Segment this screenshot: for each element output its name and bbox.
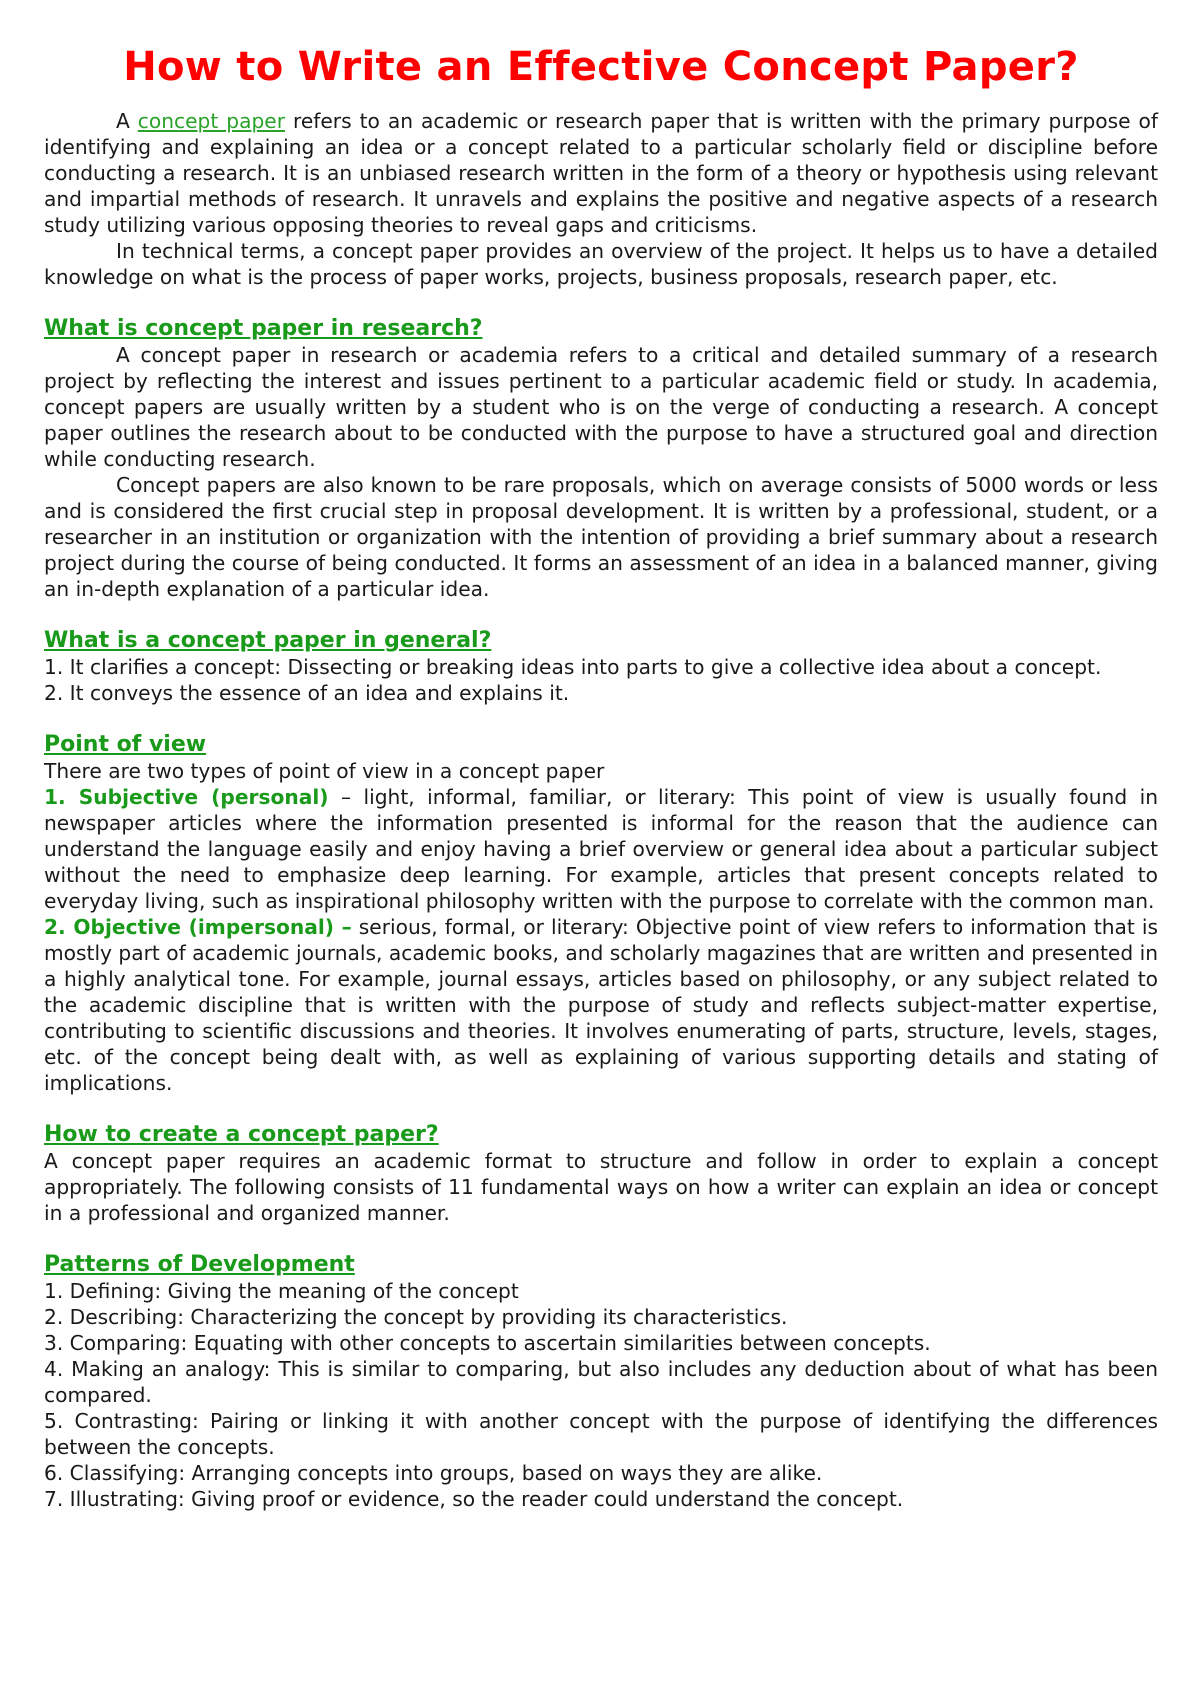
pattern-list-item: 5. Contrasting: Pairing or linking it with another concept with the purpose of identifying the differences between the concepts. — [44, 1409, 1158, 1459]
general-list-item: 2. It conveys the essence of an idea and explains it. — [44, 681, 570, 705]
pattern-list-item: 1. Defining: Giving the meaning of the concept — [44, 1279, 519, 1303]
objective-label: 2. Objective (impersonal) – — [44, 915, 352, 939]
pattern-list-item: 3. Comparing: Equating with other concepts to ascertain similarities between concepts. — [44, 1331, 931, 1355]
pattern-list-item: 2. Describing: Characterizing the concept by providing its characteristics. — [44, 1305, 788, 1329]
heading-create-concept-paper: How to create a concept paper? — [44, 1122, 439, 1147]
pattern-list-item: 6. Classifying: Arranging concepts into groups, based on ways they are alike. — [44, 1461, 823, 1485]
intro-prefix: A — [116, 109, 138, 133]
create-paragraph: A concept paper requires an academic format to structure and follow in order to explain a concept appropriately. The following consists of 11 fundamental ways on how a writer can explain an idea or concept in a professional and organized manner. — [44, 1149, 1158, 1225]
intro-paragraph-2: In technical terms, a concept paper provides an overview of the project. It helps us to have a detailed knowledge on what is the process of paper works, projects, business proposals, research paper, etc. — [44, 239, 1158, 289]
pov-intro: There are two types of point of view in a concept paper — [44, 759, 605, 783]
heading-point-of-view: Point of view — [44, 732, 207, 757]
general-list-item: 1. It clarifies a concept: Dissecting or breaking ideas into parts to give a collective idea about a concept. — [44, 655, 1102, 679]
research-paragraph-1: A concept paper in research or academia refers to a critical and detailed summary of a research project by reflecting the interest and issues pertinent to a particular academic field or study. In academia, concept papers are usually written by a student who is on the verge of conducting a research. A concept paper outlines the research about to be conducted with the purpose to have a structured goal and direction while conducting research. — [44, 343, 1158, 471]
subjective-label: 1. Subjective (personal) — [44, 785, 329, 809]
objective-text: serious, formal, or literary: Objective point of view refers to information that is mostly part of academic journals, academic books, and scholarly magazines that are written and presented in a highly analytical tone. For example, journal essays, articles based on philosophy, or any subject related to the academic discipline that is written with the purpose of study and reflects subject-matter expertise, contributing to scientific discussions and theories. It involves enumerating of parts, structure, levels, stages, etc. of the concept being dealt with, as well as explaining of various supporting details and stating of implications. — [44, 915, 1158, 1095]
concept-paper-link[interactable]: concept paper — [137, 109, 285, 133]
research-paragraph-2: Concept papers are also known to be rare proposals, which on average consists of 5000 words or less and is considered the first crucial step in proposal development. It is written by a professional, student, or a researcher in an institution or organization with the intention of providing a brief summary about a research project during the course of being conducted. It forms an assessment of an idea in a balanced manner, giving an in-depth explanation of a particular idea. — [44, 473, 1158, 601]
pov-objective — [44, 914, 1158, 1096]
intro-paragraph-1 — [44, 108, 1158, 238]
heading-concept-paper-in-research: What is concept paper in research? — [44, 316, 483, 341]
heading-concept-paper-in-general: What is a concept paper in general? — [44, 628, 492, 653]
page-title: How to Write an Effective Concept Paper? — [123, 44, 1079, 90]
pov-subjective — [44, 784, 1158, 914]
pattern-list-item: 7. Illustrating: Giving proof or evidence, so the reader could understand the concept. — [44, 1487, 904, 1511]
subjective-text: – light, informal, familiar, or literary: This point of view is usually found in newspaper articles where the information presented is informal for the reason that the audience can understand the language easily and enjoy having a brief overview or general idea about a particular subject without the need to emphasize deep learning. For example, articles that present concepts related to everyday living, such as inspirational philosophy written with the purpose to correlate with the common man. — [44, 785, 1159, 913]
pattern-list-item: 4. Making an analogy: This is similar to comparing, but also includes any deduction about of what has been compared. — [44, 1357, 1158, 1407]
intro-body: refers to an academic or research paper that is written with the primary purpose of identifying and explaining an idea or a concept related to a particular scholarly field or discipline before conducting a research. It is an unbiased research written in the form of a theory or hypothesis using relevant and impartial methods of research. It unravels and explains the positive and negative aspects of a research study utilizing various opposing theories to reveal gaps and criticisms. — [44, 109, 1158, 237]
heading-patterns-of-development: Patterns of Development — [44, 1252, 355, 1277]
